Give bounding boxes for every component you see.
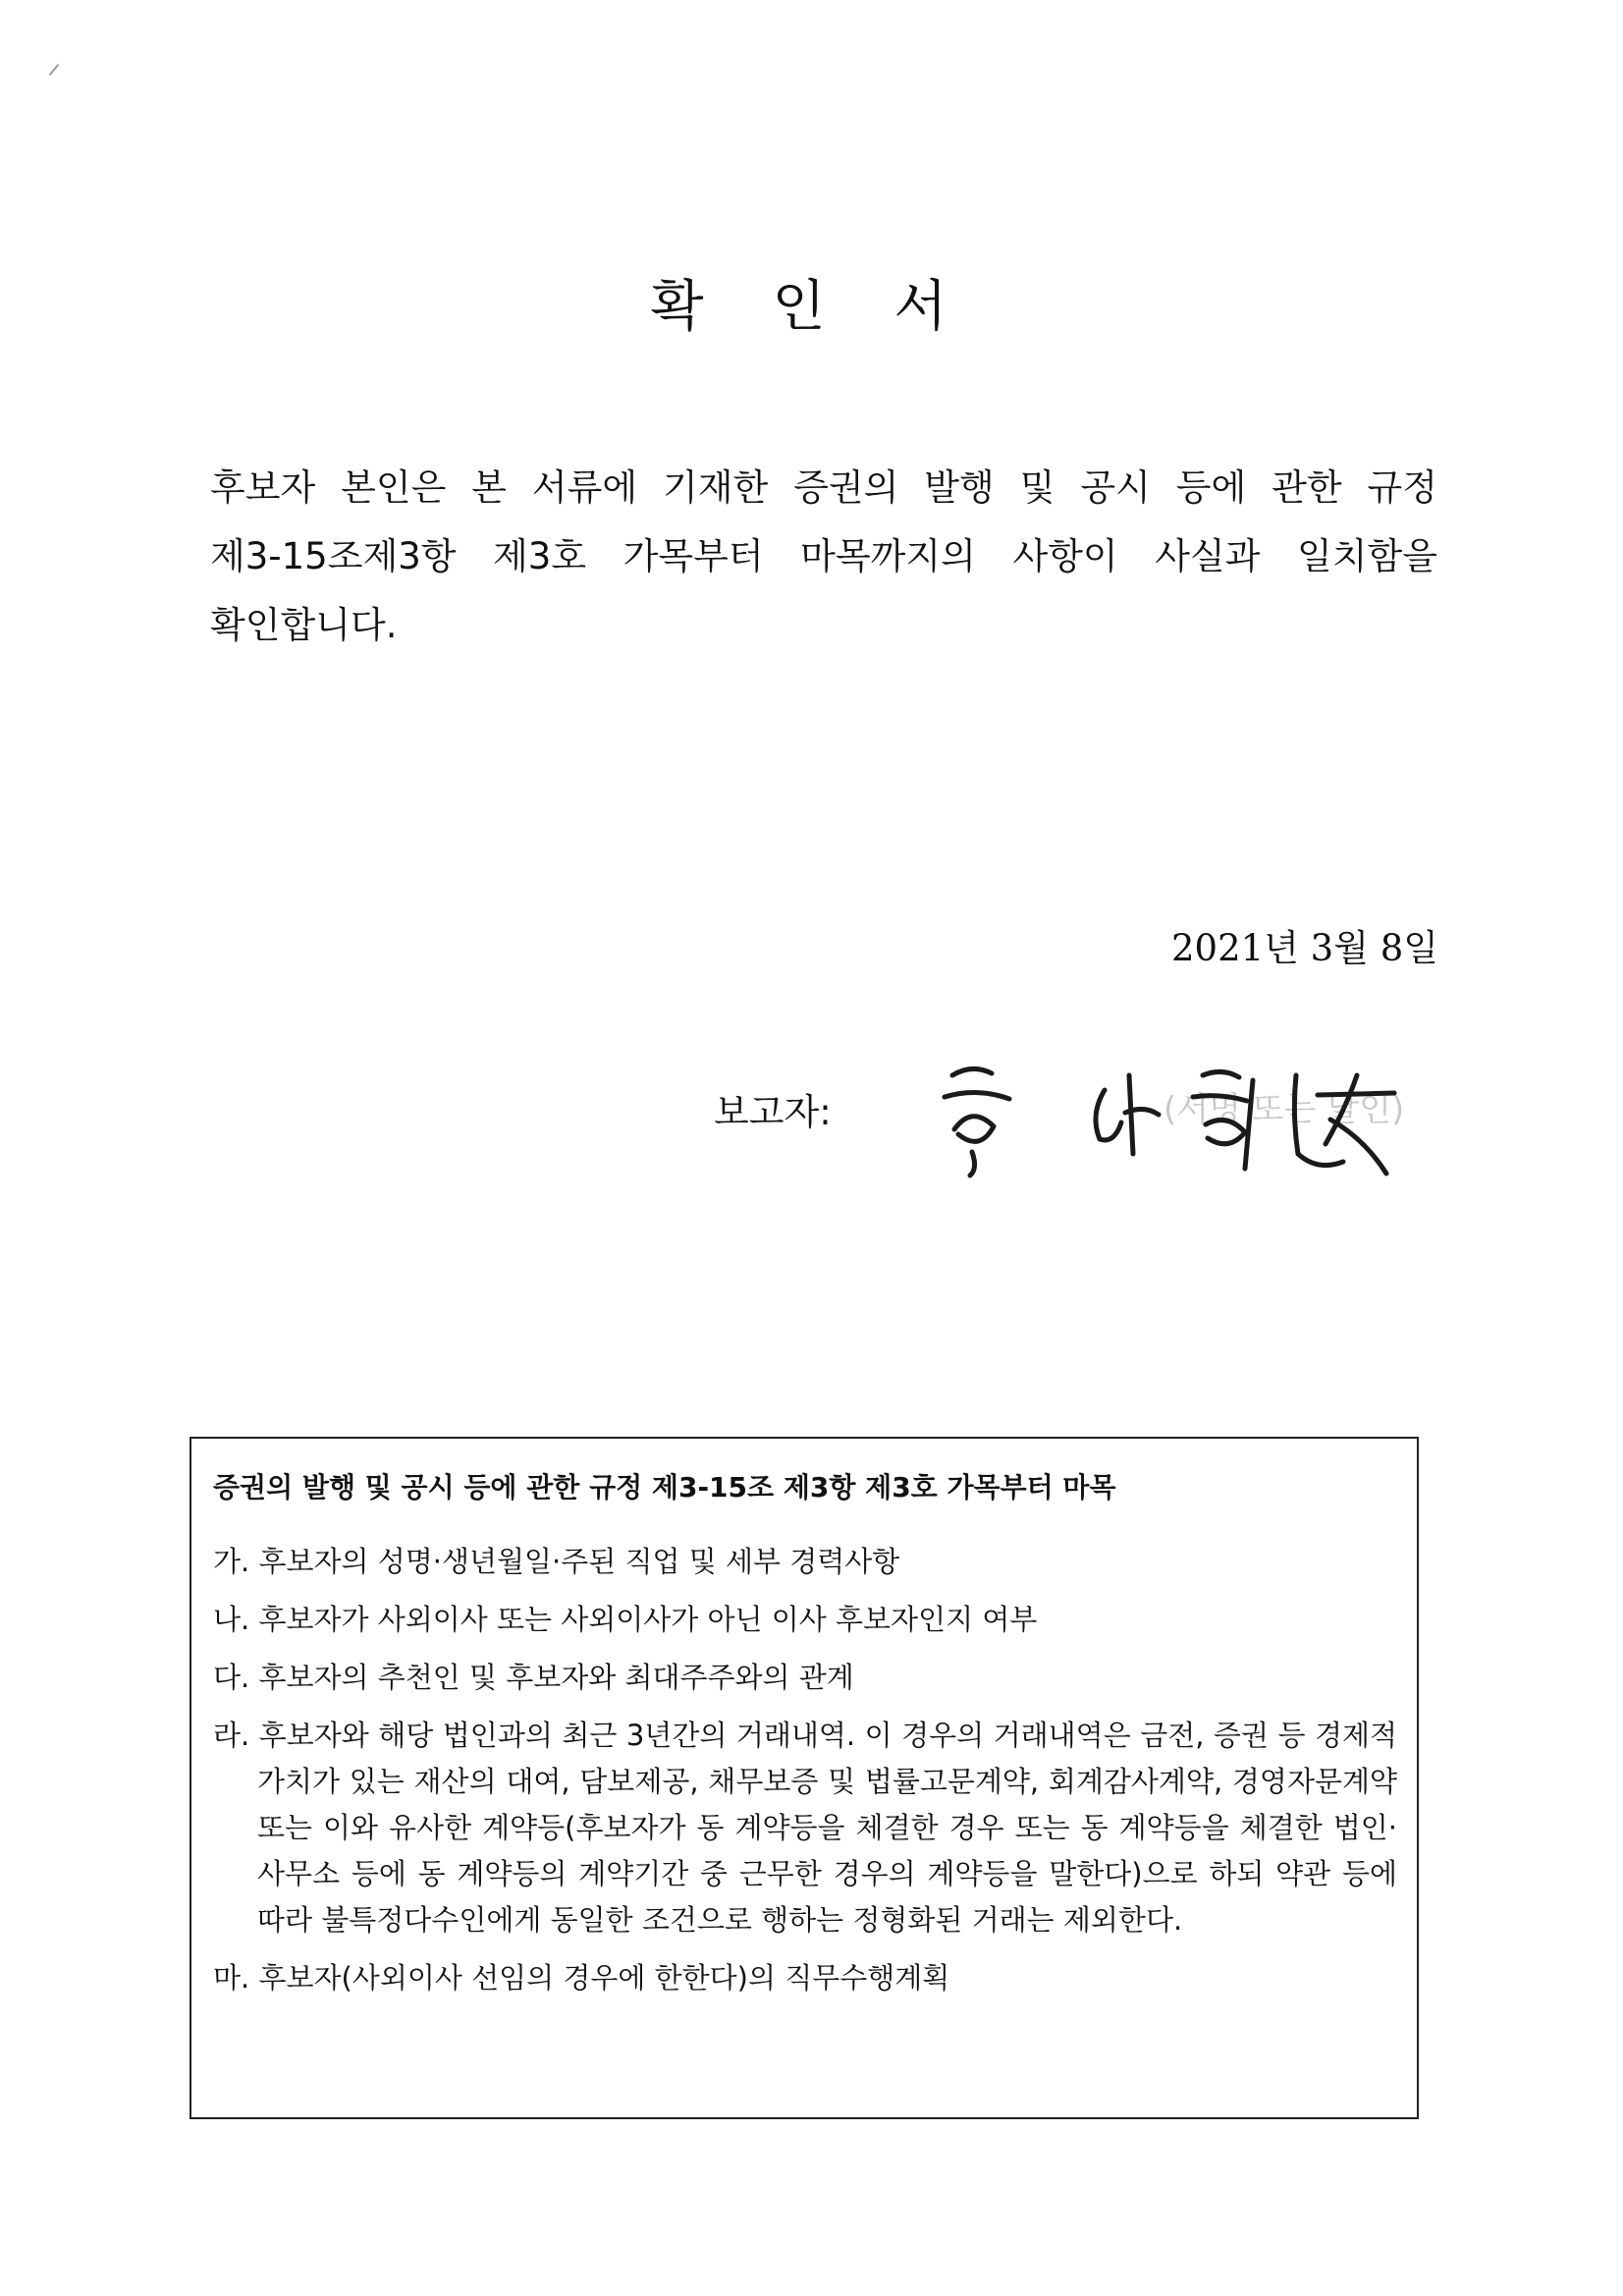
- regulation-item-ra: 라. 후보자와 해당 법인과의 최근 3년간의 거래내역. 이 경우의 거래내역은 금전, 증권 등 경제적 가치가 있는 재산의 대여, 담보제공, 채무보증 및 법률고문계약, 회계감사계약, 경영자문계약 또는 이와 유사한 계약등(후보자가 동 계약등을 체결한 경우 또는 동 계약등을 체결한 법인·사무소 등에 동 계약등의 계약기간 중 근무한 경우의 계약등을 말한다)으로 하되 약관 등에 따라 불특정다수인에게 동일한 조건으로 행하는 정형화된 거래는 제외한다.: [213, 1719, 1397, 1937]
- regulation-item-ga: 가. 후보자의 성명·생년월일·주된 직업 및 세부 경력사항: [213, 1545, 900, 1578]
- statement-line-2: 제3-15조제3항 제3호 가목부터 마목까지의 사항이 사실과 일치함을: [210, 535, 1437, 577]
- statement-line-1: 후보자 본인은 본 서류에 기재한 증권의 발행 및 공시 등에 관한 규정: [210, 466, 1437, 509]
- regulation-heading: 증권의 발행 및 공시 등에 관한 규정 제3-15조 제3항 제3호 가목부터 마목: [213, 1471, 1116, 1503]
- statement-line-3: 확인합니다.: [210, 604, 398, 646]
- reporter-label: 보고자:: [714, 1091, 832, 1133]
- signature-placeholder: (서명 또는 날인): [1163, 1090, 1405, 1129]
- regulation-item-na: 나. 후보자가 사외이사 또는 사외이사가 아닌 이사 후보자인지 여부: [213, 1603, 1038, 1636]
- confirmation-statement: [210, 454, 1437, 660]
- regulation-item-ma: 마. 후보자(사외이사 선임의 경우에 한한다)의 직무수행계획: [213, 1961, 950, 1995]
- document-title: 확 인 서: [650, 275, 973, 339]
- document-date: 2021년 3월 8일: [1171, 927, 1438, 969]
- scan-artifact: [49, 64, 60, 76]
- regulation-item-da: 다. 후보자의 추천인 및 후보자와 최대주주와의 관계: [213, 1661, 854, 1694]
- handwritten-signature: [933, 1036, 1404, 1183]
- regulation-reference-box: [189, 1437, 1419, 2119]
